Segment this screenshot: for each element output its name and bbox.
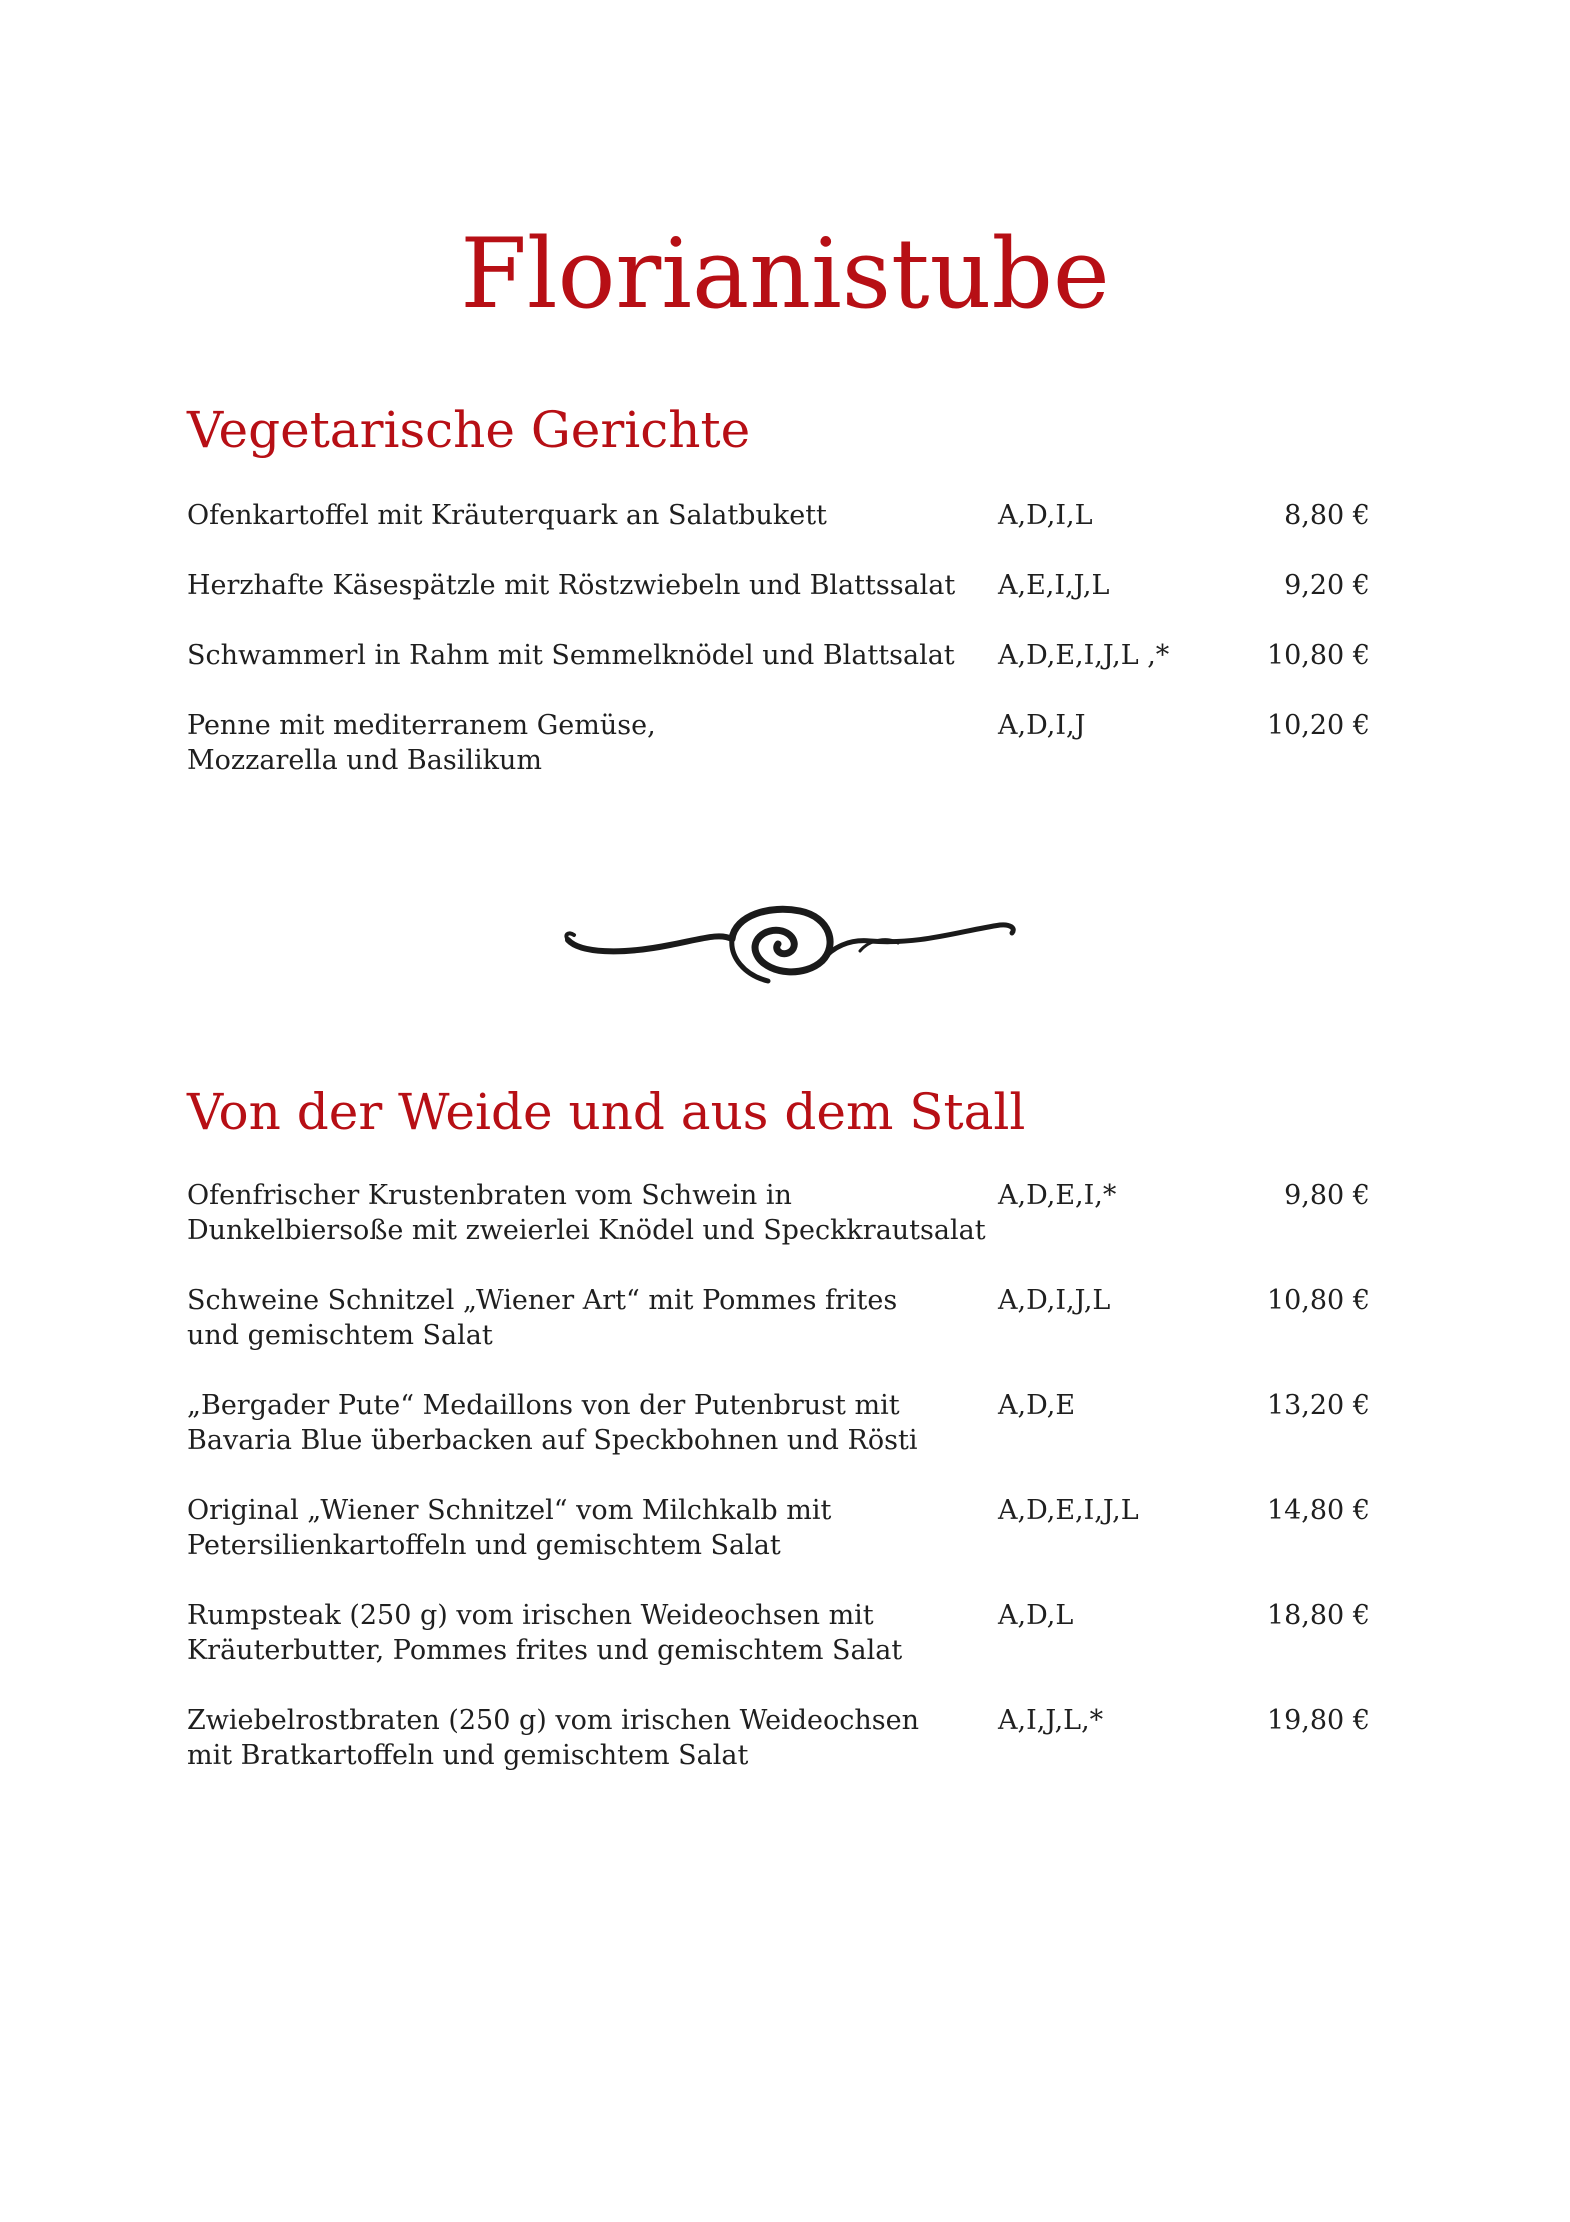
allergen-codes: A,I,J,L,* — [998, 1705, 1104, 1736]
menu-item — [187, 568, 1370, 603]
allergen-codes: A,D,I,J — [998, 710, 1086, 741]
dish-description: „Bergader Pute“ Medaillons von der Putenbrust mit Bavaria Blue überbacken auf Speckbohnen und Rösti — [187, 1390, 918, 1456]
menu-list-vegetarian — [187, 498, 1370, 778]
menu-item — [187, 1493, 1370, 1563]
dish-description: Rumpsteak (250 g) vom irischen Weideochsen mit Kräuterbutter, Pommes frites und gemischtem Salat — [187, 1600, 903, 1666]
flourish-divider-icon — [560, 895, 1020, 995]
dish-description: Ofenfrischer Krustenbraten vom Schwein in Dunkelbiersoße mit zweierlei Knödel und Speckkrautsalat — [187, 1180, 986, 1246]
page-title: Florianistube — [460, 218, 1110, 330]
dish-price: 18,80 € — [1266, 1600, 1370, 1631]
allergen-codes: A,D,E — [998, 1390, 1076, 1421]
menu-item — [187, 1703, 1370, 1773]
allergen-codes: A,D,L — [998, 1600, 1074, 1631]
dish-price: 8,80 € — [1284, 500, 1370, 531]
menu-item — [187, 1598, 1370, 1668]
dish-price: 10,80 € — [1266, 640, 1370, 671]
allergen-codes: A,D,E,I,* — [998, 1180, 1117, 1211]
dish-price: 19,80 € — [1266, 1705, 1370, 1736]
section-title-meat: Von der Weide und aus dem Stall — [187, 1083, 1026, 1141]
dish-price: 10,20 € — [1266, 710, 1370, 741]
allergen-codes: A,D,I,J,L — [998, 1285, 1111, 1316]
allergen-codes: A,D,E,I,J,L ,* — [998, 640, 1170, 671]
menu-item — [187, 638, 1370, 673]
dish-price: 13,20 € — [1266, 1390, 1370, 1421]
menu-item — [187, 1178, 1370, 1248]
dish-price: 9,20 € — [1284, 570, 1370, 601]
dish-price: 14,80 € — [1266, 1495, 1370, 1526]
menu-item — [187, 1283, 1370, 1353]
menu-list-meat — [187, 1178, 1370, 1808]
dish-price: 10,80 € — [1266, 1285, 1370, 1316]
dish-price: 9,80 € — [1284, 1180, 1370, 1211]
menu-item — [187, 498, 1370, 533]
dish-description: Schweine Schnitzel „Wiener Art“ mit Pommes frites und gemischtem Salat — [187, 1285, 898, 1351]
dish-description: Herzhafte Käsespätzle mit Röstzwiebeln und Blattssalat — [187, 570, 956, 601]
allergen-codes: A,D,I,L — [998, 500, 1093, 531]
dish-description: Schwammerl in Rahm mit Semmelknödel und Blattsalat — [187, 640, 955, 671]
allergen-codes: A,D,E,I,J,L — [998, 1495, 1139, 1526]
allergen-codes: A,E,I,J,L — [998, 570, 1110, 601]
menu-item — [187, 708, 1370, 778]
dish-description: Zwiebelrostbraten (250 g) vom irischen Weideochsen mit Bratkartoffeln und gemischtem Salat — [187, 1705, 919, 1771]
dish-description: Penne mit mediterranem Gemüse, Mozzarella und Basilikum — [187, 710, 656, 776]
dish-description: Ofenkartoffel mit Kräuterquark an Salatbukett — [187, 500, 827, 531]
section-title-vegetarian: Vegetarische Gerichte — [187, 401, 751, 459]
dish-description: Original „Wiener Schnitzel“ vom Milchkalb mit Petersilienkartoffeln und gemischtem Salat — [187, 1495, 832, 1561]
menu-item — [187, 1388, 1370, 1458]
